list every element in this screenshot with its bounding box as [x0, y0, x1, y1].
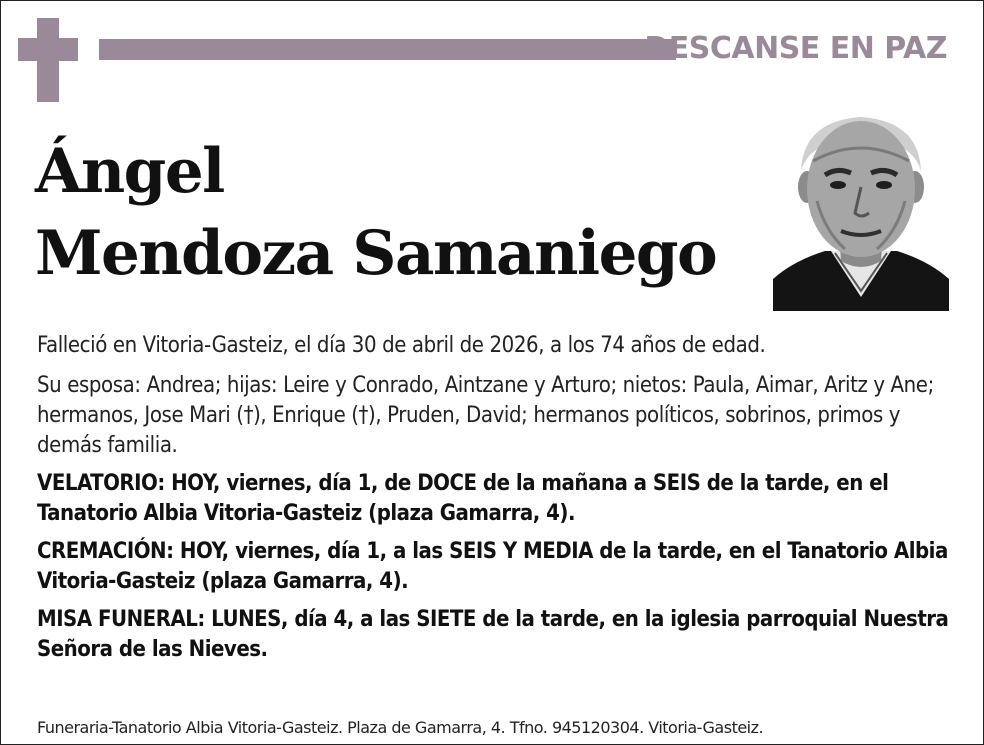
death-announcement: Falleció en Vitoria-Gasteiz, el día 30 de abril de 2026, a los 74 años de edad.	[37, 333, 766, 358]
surnames: Mendoza Samaniego	[35, 218, 717, 289]
first-name: Ángel	[35, 136, 224, 207]
funeral-home-footer: Funeraria-Tanatorio Albia Vitoria-Gasteiz. Plaza de Gamarra, 4. Tfno. 945120304. Vitoria-Gasteiz.	[37, 718, 764, 737]
deceased-name	[35, 131, 716, 295]
funeral-mass-details: MISA FUNERAL: LUNES, día 4, a las SIETE de la tarde, en la iglesia parroquial Nuestra Señora de las Nieves.	[37, 607, 949, 662]
header-rule	[99, 39, 676, 60]
cross-icon-bar	[18, 38, 78, 61]
cremation-details: CREMACIÓN: HOY, viernes, día 1, a las SEIS Y MEDIA de la tarde, en el Tanatorio Albia Vitoria-Gasteiz (plaza Gamarra, 4).	[37, 539, 948, 594]
portrait-photo	[773, 101, 949, 311]
rest-in-peace-heading: DESCANSE EN PAZ	[644, 31, 947, 66]
notice-body	[37, 331, 957, 673]
wake-details: VELATORIO: HOY, viernes, día 1, de DOCE de la mañana a SEIS de la tarde, en el Tanatorio Albia Vitoria-Gasteiz (plaza Gamarra, 4).	[37, 471, 889, 526]
family-list: Su esposa: Andrea; hijas: Leire y Conrado, Aintzane y Arturo; nietos: Paula, Aimar, Aritz y Ane; hermanos, Jose Mari (†), Enrique (†), Pruden, David; hermanos políticos, sobrinos, primos y demás familia.	[37, 373, 934, 458]
